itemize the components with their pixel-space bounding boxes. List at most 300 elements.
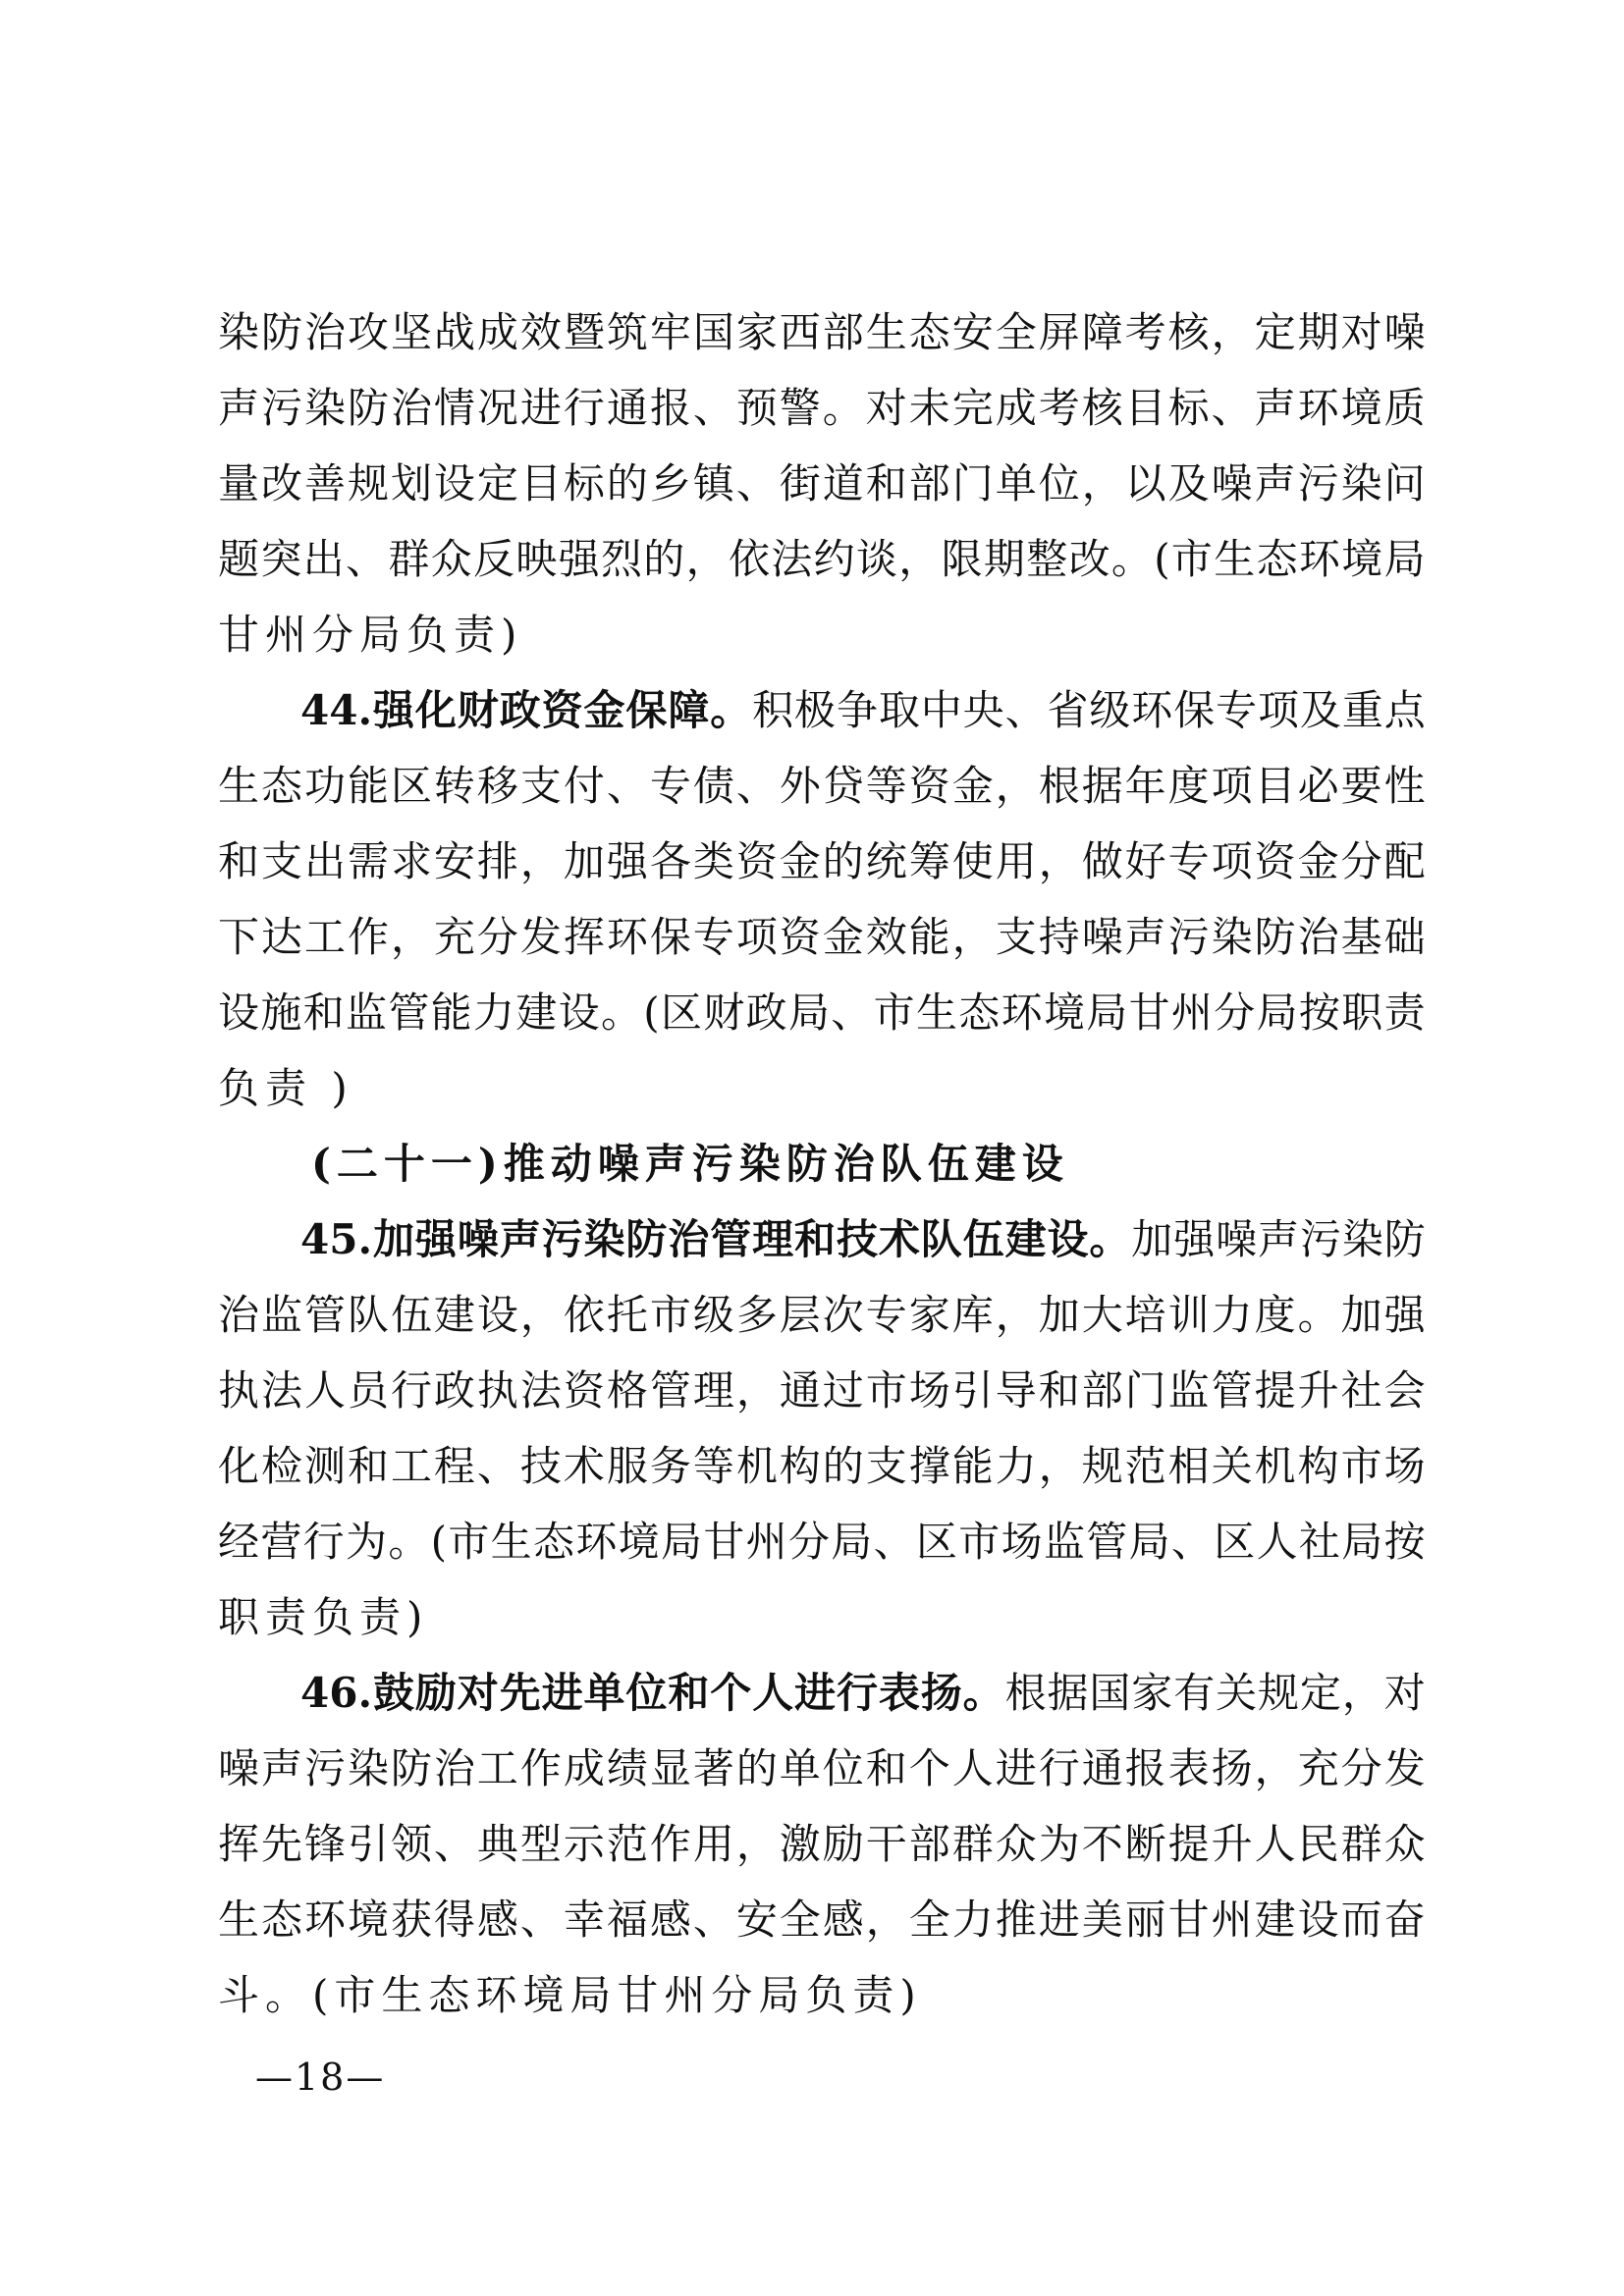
text-glyph: 进 [541,1669,583,1717]
text-glyph: 过 [822,1366,864,1415]
text-glyph: 法 [771,535,813,583]
text-line [218,899,1426,975]
text-glyph: 构 [1297,1442,1339,1490]
text-glyph: 预 [735,384,778,432]
text-glyph: 考 [1124,308,1166,356]
text-glyph: 防 [390,1744,432,1792]
text-glyph: 队 [920,1215,962,1263]
text-glyph: 监 [345,988,387,1037]
text-glyph: 人 [303,1366,346,1415]
text-line [218,1050,1426,1126]
text-glyph: 部 [908,1820,950,1868]
text-glyph: 资 [1254,837,1296,885]
text-glyph: 。 [600,988,642,1037]
text-glyph: 局 [787,988,830,1037]
text-glyph: 安 [951,308,994,356]
text-glyph: 工 [476,1744,518,1792]
text-line [218,294,1426,370]
text-glyph: 攻 [347,308,389,356]
text-glyph: 个 [710,1669,752,1717]
text-glyph: 务 [649,1442,691,1490]
text-glyph: 撑 [908,1442,950,1490]
text-glyph: 力 [472,988,514,1037]
text-glyph: 格 [606,1366,648,1415]
text-glyph: 通 [606,384,648,432]
text-glyph: 市 [1340,1442,1382,1490]
text-glyph: 专 [1167,837,1210,885]
text-glyph: 好 [1124,837,1166,885]
text-glyph: 分 [787,1518,830,1566]
text-glyph: 相 [1167,1442,1210,1490]
text-glyph: 局 [1128,1518,1170,1566]
text-glyph: 争 [836,686,878,734]
text-glyph: 引 [347,1820,389,1868]
text-glyph: ( [643,988,660,1037]
text-glyph: 管 [1211,1366,1253,1415]
text-glyph: 、 [735,459,778,507]
text-glyph: 位 [625,1669,668,1717]
text-glyph: 声 [260,1744,302,1792]
text-glyph: 量 [218,459,260,507]
text-line [218,748,1426,824]
text-glyph: ， [951,913,994,961]
text-glyph: 和 [1038,1366,1080,1415]
text-glyph: 升 [1211,1820,1253,1868]
text-glyph: 分 [1340,1744,1382,1792]
text-glyph: 乡 [649,459,691,507]
text-glyph: 46. [300,1669,373,1717]
text-glyph: ， [1254,1744,1296,1792]
text-glyph: 队 [347,1291,389,1339]
text-glyph: 等 [865,762,907,810]
text-glyph: ， [390,913,432,961]
text-glyph: 完 [951,384,994,432]
text-glyph: ， [1081,459,1123,507]
text-glyph: 取 [878,686,920,734]
text-glyph: ( [430,1518,448,1566]
text-glyph: ， [995,1291,1037,1339]
text-glyph: 场 [1001,1518,1043,1566]
text-glyph: 专 [1216,686,1258,734]
text-glyph: 统 [865,837,907,885]
text-glyph: 单 [583,1669,625,1717]
text-glyph: 管 [649,1366,691,1415]
text-glyph: 多 [735,1291,778,1339]
text-glyph: 作 [519,1744,562,1792]
text-glyph: 标 [563,459,605,507]
text-glyph: 的 [822,837,864,885]
text-glyph: 专 [692,913,734,961]
text-segment: 斗。(市生态环境局甘州分局负责) [218,1971,922,2019]
text-glyph: 金 [583,686,625,734]
text-glyph: 生 [490,1518,532,1566]
text-glyph: 态 [260,762,302,810]
text-glyph: 励 [822,1820,864,1868]
text-glyph: 问 [1383,459,1426,507]
text-glyph: ， [995,762,1037,810]
text-glyph: 托 [606,1291,648,1339]
text-glyph: 治 [390,384,432,432]
text-glyph: 监 [260,1291,302,1339]
body-text [218,294,1426,2033]
text-glyph: 门 [951,459,994,507]
text-glyph: 民 [1297,1820,1339,1868]
text-glyph: 污 [541,1215,583,1263]
text-glyph: 锋 [303,1820,346,1868]
text-glyph: 国 [1089,1669,1131,1717]
text-glyph: 和 [794,1215,837,1263]
text-glyph: 性 [1383,762,1426,810]
text-glyph: 甘 [1128,988,1170,1037]
text-glyph: 众 [995,1820,1037,1868]
text-glyph: 出 [303,837,346,885]
text-glyph: 根 [1004,1669,1047,1717]
text-glyph: 金 [1297,837,1339,885]
text-glyph: 染 [1211,913,1253,961]
text-glyph: 反 [472,535,514,583]
text-glyph: 目 [519,459,562,507]
text-glyph: 社 [1340,1366,1382,1415]
text-glyph: 市 [448,1518,490,1566]
text-glyph: 范 [1124,1442,1166,1490]
text-glyph: 局 [831,1518,873,1566]
text-glyph: 州 [1211,1896,1253,1944]
text-glyph: 强 [1383,1291,1426,1339]
text-glyph: 设 [1047,1215,1089,1263]
text-glyph: ， [735,1820,778,1868]
text-glyph: 染 [218,308,260,356]
text-glyph: 础 [1383,913,1426,961]
text-glyph: 市 [1170,535,1213,583]
text-glyph: 次 [822,1291,864,1339]
text-glyph: 责 [1383,988,1426,1037]
text-glyph: 必 [1297,762,1339,810]
text-glyph: 区 [1214,1518,1256,1566]
text-glyph: 障 [1081,308,1123,356]
text-glyph: 管 [388,988,430,1037]
text-glyph: 进 [794,1669,837,1717]
text-glyph: 分 [1214,988,1256,1037]
text-glyph: 染 [1341,1215,1383,1263]
text-glyph: 下 [218,913,260,961]
text-glyph: 不 [1081,1820,1123,1868]
text-glyph: 。 [1089,1215,1131,1263]
text-glyph: 提 [1254,1366,1296,1415]
text-glyph: 作 [649,1820,691,1868]
text-glyph: 声 [1258,1215,1300,1263]
text-glyph: 设 [476,1291,518,1339]
text-glyph: 警 [779,384,821,432]
text-glyph: 境 [1043,988,1085,1037]
text-glyph: 设 [1297,1896,1339,1944]
text-glyph: 人 [1256,1518,1298,1566]
text-glyph: 金 [951,762,994,810]
text-glyph: 、 [519,1896,562,1944]
text-glyph: 奋 [1383,1896,1426,1944]
text-glyph: 对 [865,384,907,432]
text-glyph: 和 [347,1442,389,1490]
text-glyph: 员 [347,1366,389,1415]
text-glyph: 声 [1254,459,1296,507]
text-glyph: 据 [1047,1669,1089,1717]
text-glyph: 行 [302,1518,345,1566]
text-glyph: 求 [390,837,432,885]
text-glyph: 管 [303,1291,346,1339]
text-glyph: 按 [1383,1518,1426,1566]
text-glyph: 绩 [606,1744,648,1792]
text-line [218,1201,1426,1277]
text-glyph: ， [865,1896,907,1944]
text-glyph: 生 [218,762,260,810]
text-glyph: 福 [606,1896,648,1944]
text-glyph: 得 [433,1896,475,1944]
text-glyph: 的 [606,459,648,507]
text-glyph: 力 [995,1442,1037,1490]
text-glyph: 市 [873,988,915,1037]
text-glyph: 显 [649,1744,691,1792]
text-glyph: 保 [625,686,668,734]
text-glyph: 局 [1341,1518,1383,1566]
text-glyph: 州 [1170,988,1213,1037]
text-glyph: 检 [260,1442,302,1490]
text-glyph: 功 [303,762,346,810]
text-glyph: 激 [779,1820,821,1868]
text-glyph: 技 [836,1215,878,1263]
text-glyph: 污 [1167,913,1210,961]
text-glyph: 人 [951,1744,994,1792]
text-glyph: 、 [345,535,387,583]
text-glyph: 建 [433,1291,475,1339]
text-glyph: 报 [649,384,691,432]
text-glyph: 人 [1254,1820,1296,1868]
text-glyph: 类 [692,837,734,885]
text-glyph: 防 [1254,913,1296,961]
text-glyph: 烈 [600,535,642,583]
text-glyph: 安 [735,1896,778,1944]
text-glyph: 项 [735,913,778,961]
text-glyph: 声 [218,384,260,432]
text-glyph: 对 [1340,308,1382,356]
text-glyph: 生 [865,308,907,356]
text-glyph: 市 [865,1366,907,1415]
text-glyph: 全 [908,1896,950,1944]
text-glyph: 西 [779,308,821,356]
text-glyph: 营 [260,1518,302,1566]
text-glyph: 发 [519,913,562,961]
text-glyph: 社 [1298,1518,1340,1566]
text-glyph: 感 [476,1896,518,1944]
text-glyph: 设 [218,988,260,1037]
text-glyph: 级 [1089,686,1131,734]
text-glyph: 局 [660,1518,702,1566]
text-glyph: 培 [1124,1291,1166,1339]
text-glyph: 设 [558,988,600,1037]
text-glyph: 人 [752,1669,794,1717]
text-glyph: 而 [1340,1896,1382,1944]
text-glyph: 引 [951,1366,994,1415]
text-glyph: 执 [218,1366,260,1415]
text-glyph: 全 [995,308,1037,356]
text-glyph: 力 [951,1896,994,1944]
text-glyph: 进 [995,1744,1037,1792]
text-glyph: 市 [958,1518,1001,1566]
text-glyph: 据 [1081,762,1123,810]
text-glyph: 关 [1211,1442,1253,1490]
text-glyph: 规 [1258,1669,1300,1717]
text-glyph: 通 [779,1366,821,1415]
text-glyph: 屏 [1038,308,1080,356]
text-glyph: 感 [822,1896,864,1944]
text-glyph: 职 [1341,988,1383,1037]
text-glyph: 核 [1081,384,1123,432]
text-glyph: 术 [563,1442,605,1490]
text-glyph: 期 [1297,308,1339,356]
text-glyph: 。 [710,686,752,734]
text-glyph: 提 [1167,1820,1210,1868]
text-glyph: 典 [476,1820,518,1868]
text-line [218,975,1426,1050]
text-glyph: 财 [457,686,499,734]
text-glyph: 和 [218,837,260,885]
text-glyph: 挥 [563,913,605,961]
text-glyph: 染 [347,1744,389,1792]
text-glyph: 强 [372,686,414,734]
text-glyph: 、 [476,1442,518,1490]
text-line [218,1277,1426,1353]
text-glyph: 环 [303,1896,346,1944]
text-glyph: 、 [692,1896,734,1944]
text-glyph: 伍 [390,1291,432,1339]
text-glyph: 资 [563,1366,605,1415]
text-glyph: 示 [563,1820,605,1868]
text-glyph: 排 [476,837,518,885]
text-glyph: 规 [1081,1442,1123,1490]
text-glyph: 行 [563,384,605,432]
text-glyph: ， [1038,837,1080,885]
text-glyph: 安 [433,837,475,885]
text-segment: 甘州分局负责) [218,611,523,659]
text-glyph: 划 [390,459,432,507]
text-glyph: 未 [908,384,950,432]
text-glyph: 级 [692,1291,734,1339]
text-glyph: 建 [1254,1896,1296,1944]
text-glyph: 境 [347,1896,389,1944]
text-glyph: 幸 [563,1896,605,1944]
text-glyph: 要 [1340,762,1382,810]
text-glyph: 依 [563,1291,605,1339]
text-glyph: 境 [1341,535,1383,583]
text-glyph: 技 [519,1442,562,1490]
text-glyph: 政 [433,1366,475,1415]
text-glyph: 配 [1383,837,1426,885]
text-glyph: 测 [303,1442,346,1490]
text-glyph: 行 [1038,1744,1080,1792]
text-glyph: 、 [692,384,734,432]
text-glyph: 资 [908,762,950,810]
text-glyph: 出 [302,535,345,583]
text-glyph: 年 [1124,762,1166,810]
text-glyph: 强 [414,1215,457,1263]
text-glyph: 领 [390,1820,432,1868]
text-glyph: 治 [218,1291,260,1339]
text-glyph: 资 [541,686,583,734]
text-segment: 职责负责) [218,1593,429,1641]
text-glyph: 通 [1081,1744,1123,1792]
text-glyph: 的 [735,1744,778,1792]
text-line [218,1806,1426,1882]
text-glyph: 境 [618,1518,660,1566]
text-glyph: 感 [649,1896,691,1944]
text-glyph: 支 [865,1442,907,1490]
text-glyph: 债 [692,762,734,810]
text-glyph: 建 [1004,1215,1047,1263]
text-glyph: 理 [692,1366,734,1415]
text-line [218,1579,1426,1655]
text-glyph: 会 [1383,1366,1426,1415]
text-glyph: 化 [414,686,457,734]
text-glyph: 、 [735,762,778,810]
text-glyph: 态 [958,988,1001,1037]
text-glyph: 基 [1340,913,1382,961]
text-glyph: 局 [1256,988,1298,1037]
text-line [218,1957,1426,2033]
text-glyph: 场 [1383,1442,1426,1490]
text-glyph: 法 [260,1366,302,1415]
text-glyph: 考 [1038,384,1080,432]
text-glyph: 先 [499,1669,541,1717]
text-glyph: 强 [1173,1215,1216,1263]
text-glyph: 极 [794,686,837,734]
text-glyph: 持 [1038,913,1080,961]
text-glyph: ， [735,1366,778,1415]
text-glyph: 区 [390,762,432,810]
text-glyph: 约 [813,535,855,583]
text-glyph: 加 [372,1215,414,1263]
text-glyph: 效 [865,913,907,961]
text-glyph: 国 [692,308,734,356]
text-glyph: 加 [1340,1291,1382,1339]
text-glyph: 为 [1038,1820,1080,1868]
text-glyph: 环 [1298,535,1340,583]
text-glyph: 防 [260,308,302,356]
text-glyph: 和 [865,1744,907,1792]
text-glyph: 表 [1167,1744,1210,1792]
text-glyph: 做 [1081,837,1123,885]
text-glyph: 央 [962,686,1004,734]
text-glyph: 需 [347,837,389,885]
text-glyph: 断 [1124,1820,1166,1868]
text-glyph: 扬 [1211,1744,1253,1792]
text-glyph: 关 [1216,1669,1258,1717]
text-glyph: 环 [575,1518,618,1566]
text-glyph: 全 [779,1896,821,1944]
text-glyph: 型 [519,1820,562,1868]
text-glyph: 进 [1038,1896,1080,1944]
text-glyph: 为 [345,1518,387,1566]
text-glyph: ， [519,1291,562,1339]
text-line [218,446,1426,521]
text-glyph: 能 [951,1442,994,1490]
text-glyph: 暨 [563,308,605,356]
text-glyph: 噪 [1383,308,1426,356]
text-glyph: 能 [347,762,389,810]
text-glyph: 治 [433,1744,475,1792]
text-glyph: 达 [260,913,302,961]
text-glyph: 规 [347,459,389,507]
text-glyph: 构 [779,1442,821,1490]
text-glyph: 定 [1254,308,1296,356]
text-glyph: 保 [1173,686,1216,734]
